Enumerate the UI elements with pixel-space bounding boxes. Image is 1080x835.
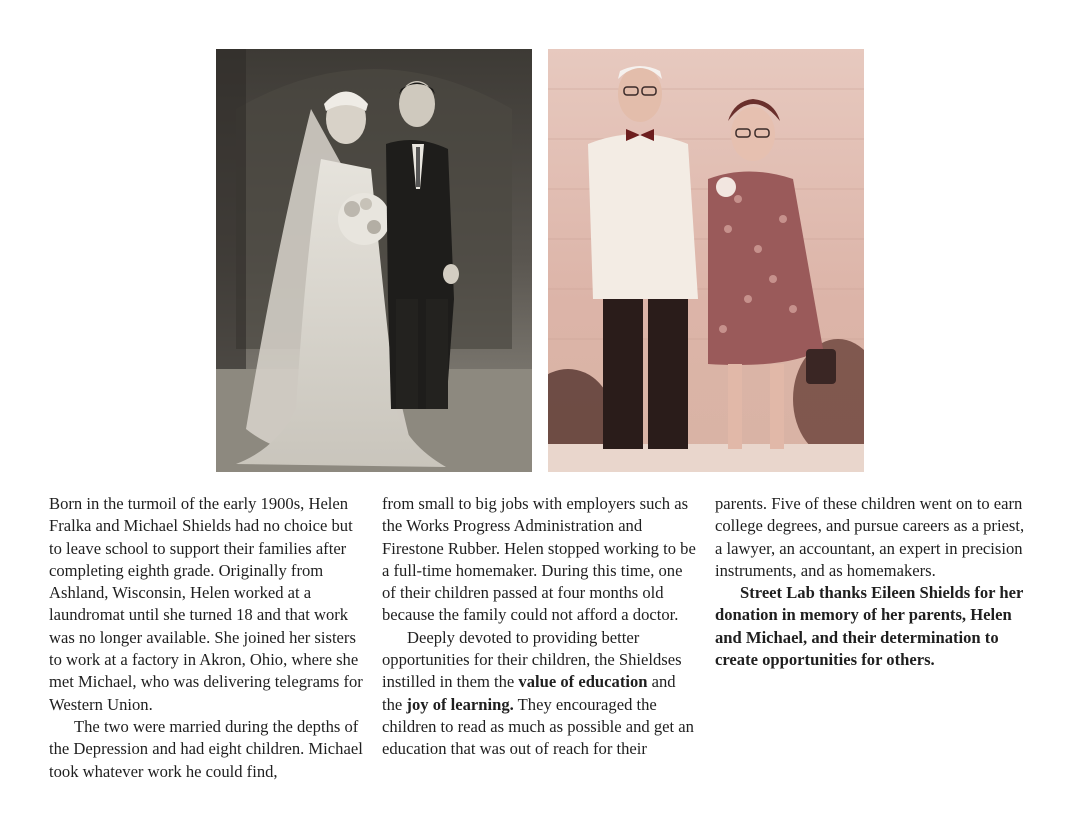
couple-photo-image bbox=[548, 49, 864, 472]
article-column-2 bbox=[382, 493, 700, 761]
paragraph: from small to big jobs with employers such as the Works Progress Administration and Firestone Rubber. Helen stopped working to be a full-time homemaker. During this time, one of their children passed at four months old because the family could not afford a doctor. bbox=[382, 494, 696, 625]
wedding-photo-image bbox=[216, 49, 532, 472]
bold-phrase: joy of learning. bbox=[406, 694, 514, 714]
paragraph: The two were married during the depths of the Depression and had eight children. Michael took whatever work he could find, bbox=[49, 716, 363, 781]
acknowledgment-text: Street Lab thanks Eileen Shields for her donation in memory of her parents, Helen and Michael, and their determination to create opportunities for others. bbox=[715, 583, 1024, 670]
text-run: They encouraged the children to read as much as possible and get an education that was out of reach for their bbox=[382, 694, 694, 759]
couple-photo bbox=[548, 49, 864, 472]
text-run: and the bbox=[382, 672, 676, 714]
bold-phrase: value of education bbox=[518, 672, 648, 692]
article-column-1 bbox=[49, 493, 367, 783]
wedding-photo bbox=[216, 49, 532, 472]
text-run: Deeply devoted to providing better opportunities for their children, the Shieldses instilled in them the bbox=[382, 627, 682, 692]
paragraph bbox=[382, 627, 700, 761]
paragraph: parents. Five of these children went on to earn college degrees, and pursue careers as a priest, a lawyer, an accountant, an expert in precision instruments, and as homemakers. bbox=[715, 494, 1025, 580]
article-column-3 bbox=[715, 493, 1033, 671]
paragraph: Born in the turmoil of the early 1900s, Helen Fralka and Michael Shields had no choice but to leave school to support their families after completing eighth grade. Originally from Ashland, Wisconsin, Helen worked at a laundromat until she turned 18 and that work was no longer available. She joined her sisters to work at a factory in Akron, Ohio, where she met Michael, who was delivering telegrams for Western Union. bbox=[49, 494, 363, 714]
acknowledgment bbox=[715, 582, 1033, 671]
